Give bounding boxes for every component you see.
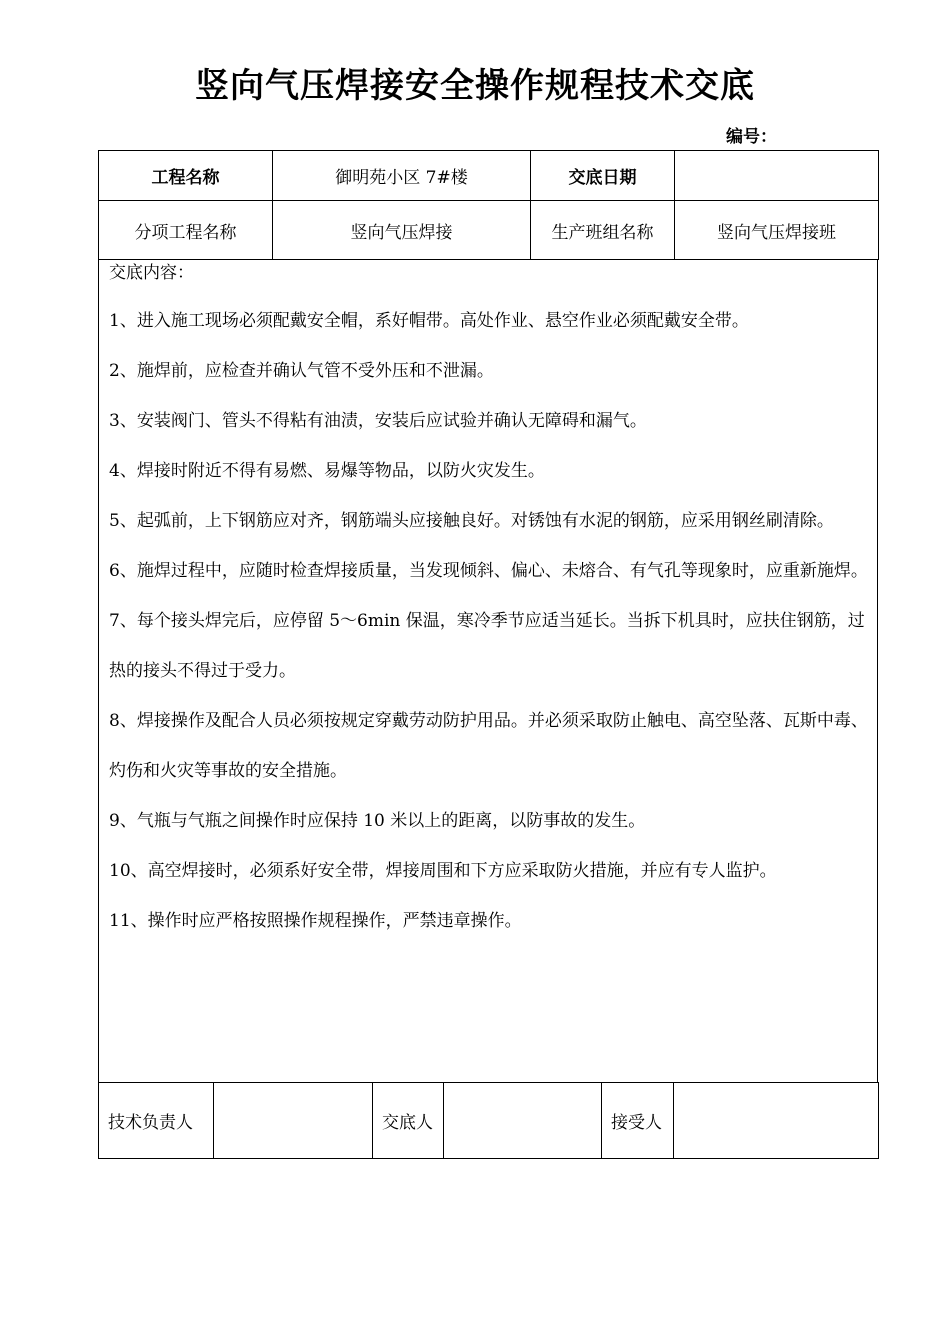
list-item: 1、进入施工现场必须配戴安全帽，系好帽带。高处作业、悬空作业必须配戴安全带。 bbox=[109, 311, 749, 331]
doc-number bbox=[726, 126, 787, 148]
signature-row bbox=[99, 1083, 879, 1159]
project-name-value[interactable]: 御明苑小区 7#楼 bbox=[273, 151, 531, 201]
presenter-label: 交底人 bbox=[373, 1083, 444, 1159]
date-label: 交底日期 bbox=[531, 151, 675, 201]
document-title: 竖向气压焊接安全操作规程技术交底 bbox=[195, 66, 755, 106]
project-name-label: 工程名称 bbox=[99, 151, 273, 201]
subproject-value[interactable]: 竖向气压焊接 bbox=[273, 201, 531, 260]
receiver-signature[interactable] bbox=[674, 1083, 879, 1159]
header-row-project bbox=[99, 151, 879, 201]
list-item: 9、气瓶与气瓶之间操作时应保持 10 米以上的距离，以防事故的发生。 bbox=[109, 811, 646, 831]
content-list bbox=[109, 296, 871, 946]
header-table bbox=[98, 150, 879, 260]
list-item: 11、操作时应严格按照操作规程操作，严禁违章操作。 bbox=[109, 911, 522, 931]
receiver-label: 接受人 bbox=[602, 1083, 674, 1159]
subproject-label: 分项工程名称 bbox=[99, 201, 273, 260]
signature-table bbox=[98, 1082, 879, 1159]
list-item: 5、起弧前，上下钢筋应对齐，钢筋端头应接触良好。对锈蚀有水泥的钢筋，应采用钢丝刷清除。 bbox=[109, 511, 834, 531]
team-value[interactable]: 竖向气压焊接班 bbox=[675, 201, 879, 260]
list-item: 2、施焊前，应检查并确认气管不受外压和不泄漏。 bbox=[109, 361, 494, 381]
content-label: 交底内容： bbox=[109, 263, 194, 283]
date-value[interactable] bbox=[675, 151, 879, 201]
list-item: 7、每个接头焊完后，应停留 5～6min 保温，寒冷季节应适当延长。当拆下机具时，应扶住钢筋，过热的接头不得过于受力。 bbox=[109, 611, 865, 681]
list-item: 10、高空焊接时，必须系好安全带，焊接周围和下方应采取防火措施，并应有专人监护。 bbox=[109, 861, 777, 881]
doc-number-label: 编号： bbox=[726, 127, 777, 147]
header-row-subproject bbox=[99, 201, 879, 260]
presenter-signature[interactable] bbox=[444, 1083, 602, 1159]
list-item: 4、焊接时附近不得有易燃、易爆等物品，以防火灾发生。 bbox=[109, 461, 545, 481]
team-label: 生产班组名称 bbox=[531, 201, 675, 260]
tech-lead-signature[interactable] bbox=[214, 1083, 373, 1159]
list-item: 3、安装阀门、管头不得粘有油渍，安装后应试验并确认无障碍和漏气。 bbox=[109, 411, 647, 431]
briefing-content bbox=[98, 259, 878, 1082]
tech-lead-label: 技术负责人 bbox=[99, 1083, 214, 1159]
list-item: 8、焊接操作及配合人员必须按规定穿戴劳动防护用品。并必须采取防止触电、高空坠落、瓦斯中毒、灼伤和火灾等事故的安全措施。 bbox=[109, 711, 868, 781]
list-item: 6、施焊过程中，应随时检查焊接质量，当发现倾斜、偏心、未熔合、有气孔等现象时，应重新施焊。 bbox=[109, 561, 868, 581]
